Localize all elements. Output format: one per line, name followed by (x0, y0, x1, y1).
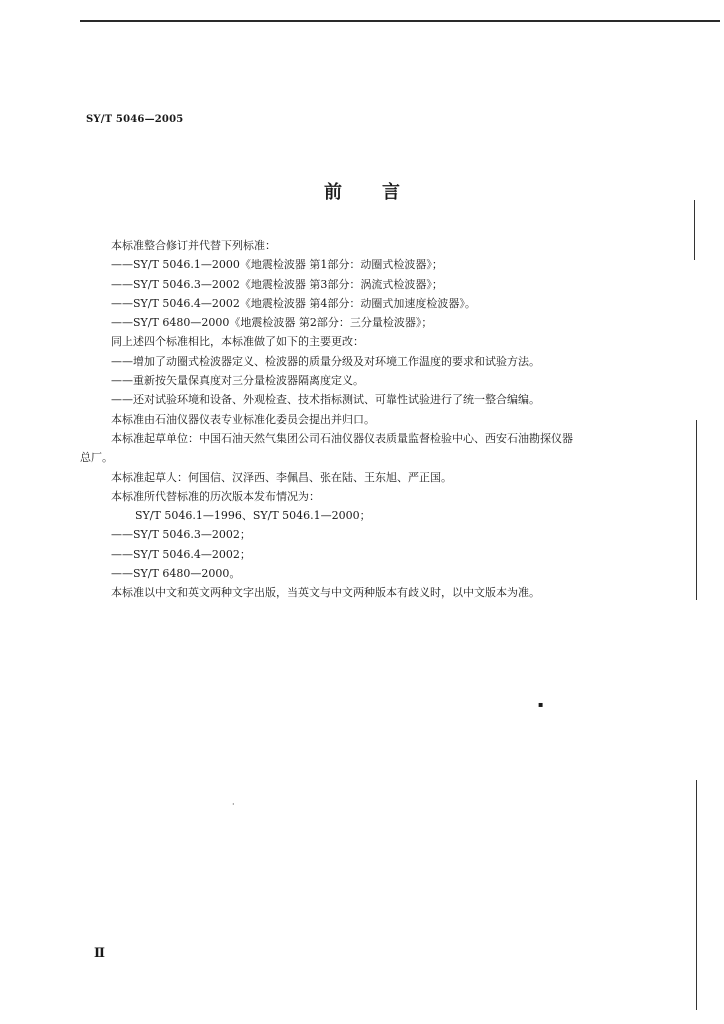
list-item: ——SY/T 6480—2000。 (111, 567, 241, 581)
scan-speck: · (232, 800, 235, 809)
paragraph: 本标准由石油仪器仪表专业标准化委员会提出并归口。 (111, 412, 375, 426)
paragraph: 本标准所代替标准的历次版本发布情况为： (111, 489, 320, 503)
list-item: ——SY/T 5046.4—2002； (111, 547, 251, 561)
paragraph-continuation: 总厂。 (80, 451, 113, 465)
scan-speck: ▪ (538, 700, 544, 709)
page-number: Ⅱ (94, 946, 105, 961)
list-item: ——增加了动圈式检波器定义、检波器的质量分级及对环境工作温度的要求和试验方法。 (111, 354, 540, 368)
list-item: ——SY/T 5046.3—2002； (111, 528, 251, 542)
paragraph: 本标准整合修订并代替下列标准： (111, 239, 276, 252)
paragraph: 本标准以中文和英文两种文字出版，当英文与中文两种版本有歧义时，以中文版本为准。 (111, 586, 540, 600)
scan-edge-mid (696, 420, 697, 600)
list-item: ——SY/T 6480—2000《地震检波器 第2部分：三分量检波器》； (111, 316, 433, 330)
list-item: ——SY/T 5046.3—2002《地震检波器 第3部分：涡流式检波器》； (111, 277, 443, 291)
list-item: ——SY/T 5046.1—2000《地震检波器 第1部分：动圈式检波器》； (111, 258, 443, 272)
scan-edge-top (694, 200, 695, 260)
paragraph: 本标准起草人：何国信、汉泽西、李佩昌、张在陆、王东旭、严正国。 (111, 470, 452, 484)
list-item: ——还对试验环境和设备、外观检查、技术指标测试、可靠性试验进行了统一整合编编。 (111, 393, 540, 407)
paragraph: 本标准起草单位：中国石油天然气集团公司石油仪器仪表质量监督检验中心、西安石油勘探仪器 (111, 431, 573, 445)
list-item: ——SY/T 5046.4—2002《地震检波器 第4部分：动圈式加速度检波器》。 (111, 296, 476, 310)
top-rule (80, 20, 720, 22)
standard-code: SY/T 5046—2005 (86, 114, 184, 125)
paragraph: 同上述四个标准相比，本标准做了如下的主要更改： (111, 335, 364, 349)
page-title: 前言 (324, 182, 440, 203)
scan-edge-bottom (696, 780, 697, 1010)
list-item: SY/T 5046.1—1996、SY/T 5046.1—2000； (135, 509, 371, 523)
list-item: ——重新按矢量保真度对三分量检波器隔离度定义。 (111, 374, 364, 388)
preface-body (80, 236, 646, 603)
